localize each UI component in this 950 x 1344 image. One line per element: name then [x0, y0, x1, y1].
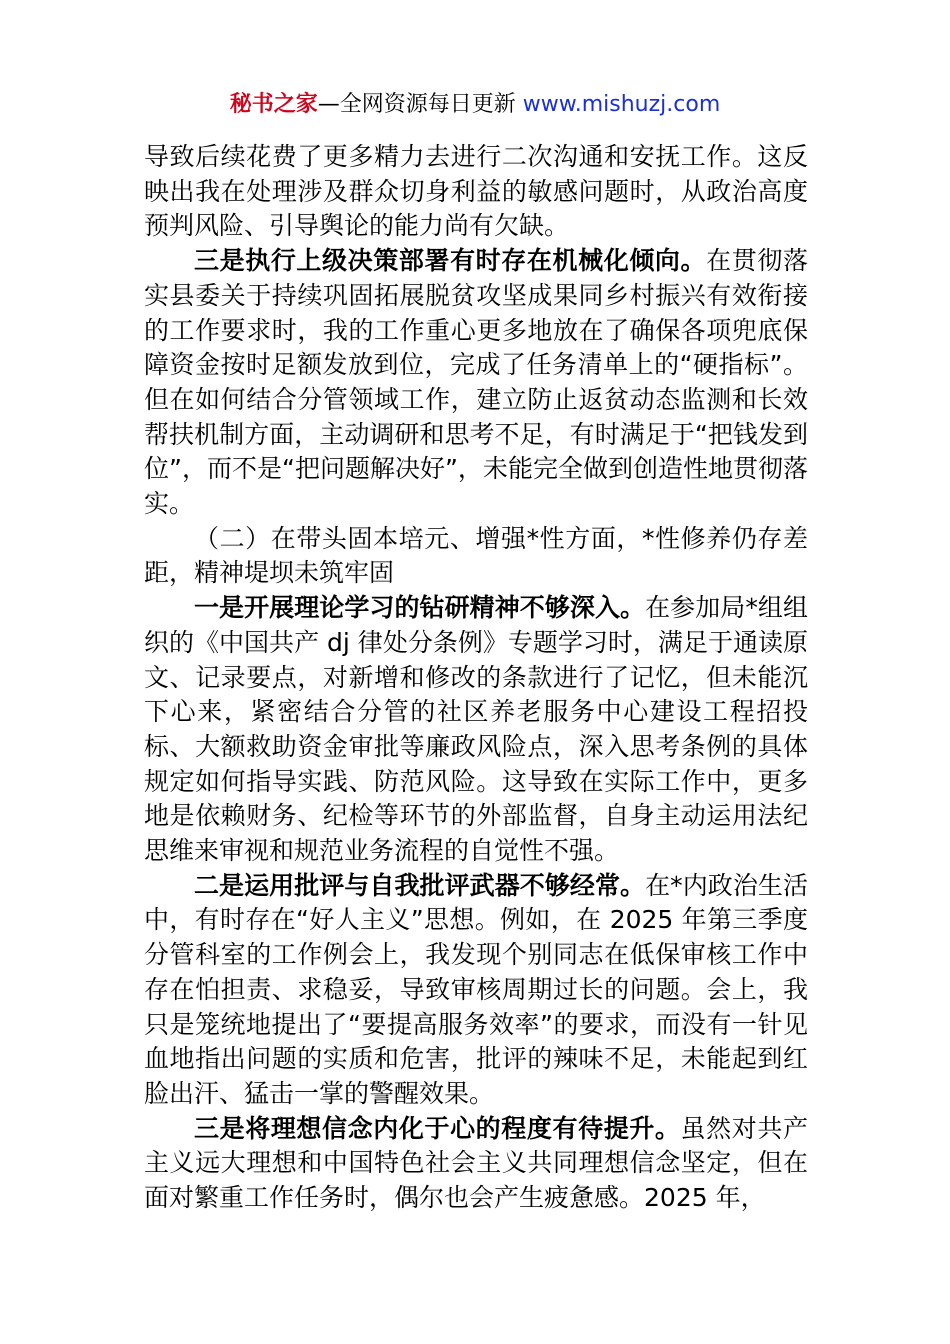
paragraph-lead: 一是开展理论学习的钻研精神不够深入。: [194, 593, 646, 623]
site-brand: 秘书之家: [229, 92, 318, 117]
paragraph-lead: 三是执行上级决策部署有时存在机械化倾向。: [194, 246, 707, 276]
site-tagline: —全网资源每日更新: [317, 92, 523, 117]
paragraph-text: 在*内政治生活中，有时存在“好人主义”思想。例如，在 2025 年第三季度分管科室的工作例会上，我发现个别同志在低保审核工作中存在怕担责、求稳妥，导致审核周期过长的问题。会上，我只是笼统地提出了“要提高服务效率”的要求，而没有一针见血地指出问题的实质和危害，批评的辣味不足，未能起到红脸出汗、猛击一掌的警醒效果。: [144, 870, 808, 1108]
document-body: [144, 140, 808, 1216]
site-header: [0, 88, 950, 122]
paragraph-point-3-ideals: [144, 1112, 808, 1216]
paragraph-text: 虽然对共产主义远大理想和中国特色社会主义共同理想信念坚定，但在面对繁重工作任务时，偶尔也会产生疲惫感。2025 年，: [144, 1113, 808, 1213]
paragraph-point-2-criticism: [144, 869, 808, 1112]
paragraph-text: 在贯彻落实县委关于持续巩固拓展脱贫攻坚成果同乡村振兴有效衔接的工作要求时，我的工作重心更多地放在了确保各项兜底保障资金按时足额发放到位，完成了任务清单上的“硬指标”。但在如何结合分管领域工作，建立防止返贫动态监测和长效帮扶机制方面，主动调研和思考不足，有时满足于“把钱发到位”，而不是“把问题解决好”，未能完全做到创造性地贯彻落实。: [144, 246, 808, 519]
paragraph-point-3-mechanical: [144, 244, 808, 522]
section-heading-2: [144, 522, 808, 591]
paragraph-continuation: [144, 140, 808, 244]
paragraph-lead: 三是将理想信念内化于心的程度有待提升。: [194, 1113, 681, 1143]
paragraph-lead: 二是运用批评与自我批评武器不够经常。: [194, 870, 646, 900]
paragraph-text: （二）在带头固本培元、增强*性方面，*性修养仍存差距，精神堤坝未筑牢固: [144, 523, 808, 588]
paragraph-point-1-theory: [144, 591, 808, 869]
site-url-link[interactable]: www.mishuzj.com: [522, 92, 721, 117]
paragraph-text: 在参加局*组组织的《中国共产 dj 律处分条例》专题学习时，满足于通读原文、记录要点，对新增和修改的条款进行了记忆，但未能沉下心来，紧密结合分管的社区养老服务中心建设工程招投标、大额救助资金审批等廉政风险点，深入思考条例的具体规定如何指导实践、防范风险。这导致在实际工作中，更多地是依赖财务、纪检等环节的外部监督，自身主动运用法纪思维来审视和规范业务流程的自觉性不强。: [144, 593, 808, 866]
paragraph-text: 导致后续花费了更多精力去进行二次沟通和安抚工作。这反映出我在处理涉及群众切身利益的敏感问题时，从政治高度预判风险、引导舆论的能力尚有欠缺。: [144, 142, 808, 241]
